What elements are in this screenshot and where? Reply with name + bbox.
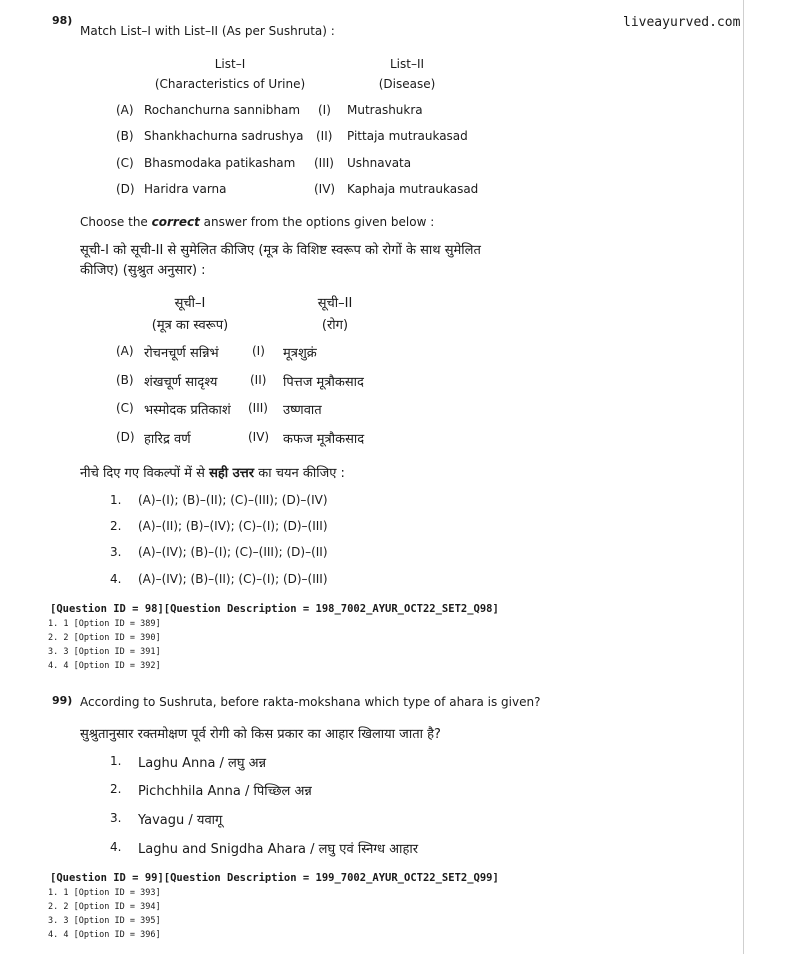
row-match: Pittaja mutraukasad — [347, 129, 468, 143]
row-match: मूत्रशुक्रं — [283, 346, 317, 361]
question-text-en: According to Sushruta, before rakta-mokshana which type of ahara is given? — [80, 695, 541, 709]
row-roman: (II) — [316, 129, 333, 143]
question-number: 99) — [52, 694, 73, 707]
option-id: 2. 2 [Option ID = 394] — [48, 902, 161, 912]
row-letter: (D) — [116, 430, 135, 444]
option-number: 4. — [110, 572, 122, 586]
list2-title-hi: सूची–II — [317, 296, 353, 311]
option-id: 1. 1 [Option ID = 393] — [48, 888, 161, 898]
row-letter: (D) — [116, 182, 135, 196]
option-text: Yavagu / यवागू — [138, 813, 223, 828]
question-page — [40, 0, 744, 954]
row-match: Ushnavata — [347, 156, 412, 170]
site-watermark: liveayurved.com — [623, 15, 741, 30]
row-item: Bhasmodaka patikasham — [144, 156, 296, 170]
row-letter: (B) — [116, 373, 134, 387]
option-id: 3. 3 [Option ID = 395] — [48, 916, 161, 926]
question-text-en: Match List–I with List–II (As per Sushruta) : — [80, 24, 335, 38]
question-meta: [Question ID = 98][Question Description = 198_7002_AYUR_OCT22_SET2_Q98] — [50, 603, 499, 615]
row-match: कफज मूत्रौकसाद — [283, 432, 365, 447]
row-roman: (III) — [248, 401, 268, 415]
list1-title: List–I — [214, 57, 246, 71]
question-meta: [Question ID = 99][Question Description = 199_7002_AYUR_OCT22_SET2_Q99] — [50, 872, 499, 884]
option-text: (A)–(IV); (B)–(II); (C)–(I); (D)–(III) — [138, 572, 328, 586]
question-number: 98) — [52, 14, 73, 27]
row-item: Rochanchurna sannibham — [144, 103, 301, 117]
option-number: 1. — [110, 754, 122, 768]
option-id: 3. 3 [Option ID = 391] — [48, 647, 161, 657]
list1-subtitle: (Characteristics of Urine) — [154, 77, 306, 91]
row-match: पित्तज मूत्रौकसाद — [283, 375, 364, 390]
row-item: Shankhachurna sadrushya — [144, 129, 304, 143]
row-item: Haridra varna — [144, 182, 227, 196]
list2-subtitle: (Disease) — [378, 77, 436, 91]
row-match: Kaphaja mutraukasad — [347, 182, 479, 196]
row-letter: (A) — [116, 103, 134, 117]
option-id: 1. 1 [Option ID = 389] — [48, 619, 161, 629]
row-item: हारिद्र वर्ण — [144, 432, 191, 447]
row-item: रोचनचूर्ण सन्निभं — [144, 346, 219, 361]
list2-subtitle-hi: (रोग) — [321, 318, 349, 333]
row-roman: (IV) — [248, 430, 270, 444]
option-id: 4. 4 [Option ID = 392] — [48, 661, 161, 671]
list2-title: List–II — [389, 57, 425, 71]
choose-instruction-hi: नीचे दिए गए विकल्पों में से सही उत्तर का चयन कीजिए : — [80, 466, 345, 481]
option-number: 3. — [110, 545, 122, 559]
row-roman: (II) — [250, 373, 267, 387]
option-text: (A)–(IV); (B)–(I); (C)–(III); (D)–(II) — [138, 545, 328, 559]
question-text-hi-line2: कीजिए) (सुश्रुत अनुसार) : — [80, 263, 206, 278]
list1-subtitle-hi: (मूत्र का स्वरूप) — [151, 318, 229, 333]
row-roman: (IV) — [314, 182, 336, 196]
row-roman: (I) — [252, 344, 265, 358]
row-item: शंखचूर्ण सादृश्य — [144, 375, 218, 390]
row-letter: (C) — [116, 156, 134, 170]
option-id: 2. 2 [Option ID = 390] — [48, 633, 161, 643]
choose-instruction-en: Choose the correct answer from the options given below : — [80, 215, 435, 229]
option-text: Pichchhila Anna / पिच्छिल अन्न — [138, 784, 312, 799]
row-letter: (A) — [116, 344, 134, 358]
row-item: भस्मोदक प्रतिकाशं — [144, 403, 231, 418]
option-text: Laghu and Snigdha Ahara / लघु एवं स्निग्ध आहार — [138, 842, 419, 857]
option-text: Laghu Anna / लघु अन्न — [138, 756, 267, 771]
option-number: 1. — [110, 493, 122, 507]
row-letter: (B) — [116, 129, 134, 143]
row-match: Mutrashukra — [347, 103, 423, 117]
row-match: उष्णवात — [283, 403, 322, 418]
row-roman: (I) — [318, 103, 331, 117]
option-number: 2. — [110, 519, 122, 533]
option-id: 4. 4 [Option ID = 396] — [48, 930, 161, 940]
option-number: 4. — [110, 840, 122, 854]
row-roman: (III) — [314, 156, 334, 170]
option-number: 2. — [110, 782, 122, 796]
option-number: 3. — [110, 811, 122, 825]
option-text: (A)–(II); (B)–(IV); (C)–(I); (D)–(III) — [138, 519, 328, 533]
row-letter: (C) — [116, 401, 134, 415]
question-text-hi-line1: सूची-I को सूची-II से सुमेलित कीजिए (मूत्र के विशिष्ट स्वरूप को रोगों के साथ सुमेलित — [80, 243, 481, 258]
list1-title-hi: सूची–I — [174, 296, 206, 311]
question-text-hi: सुश्रुतानुसार रक्तमोक्षण पूर्व रोगी को किस प्रकार का आहार खिलाया जाता है? — [80, 727, 441, 742]
option-text: (A)–(I); (B)–(II); (C)–(III); (D)–(IV) — [138, 493, 328, 507]
